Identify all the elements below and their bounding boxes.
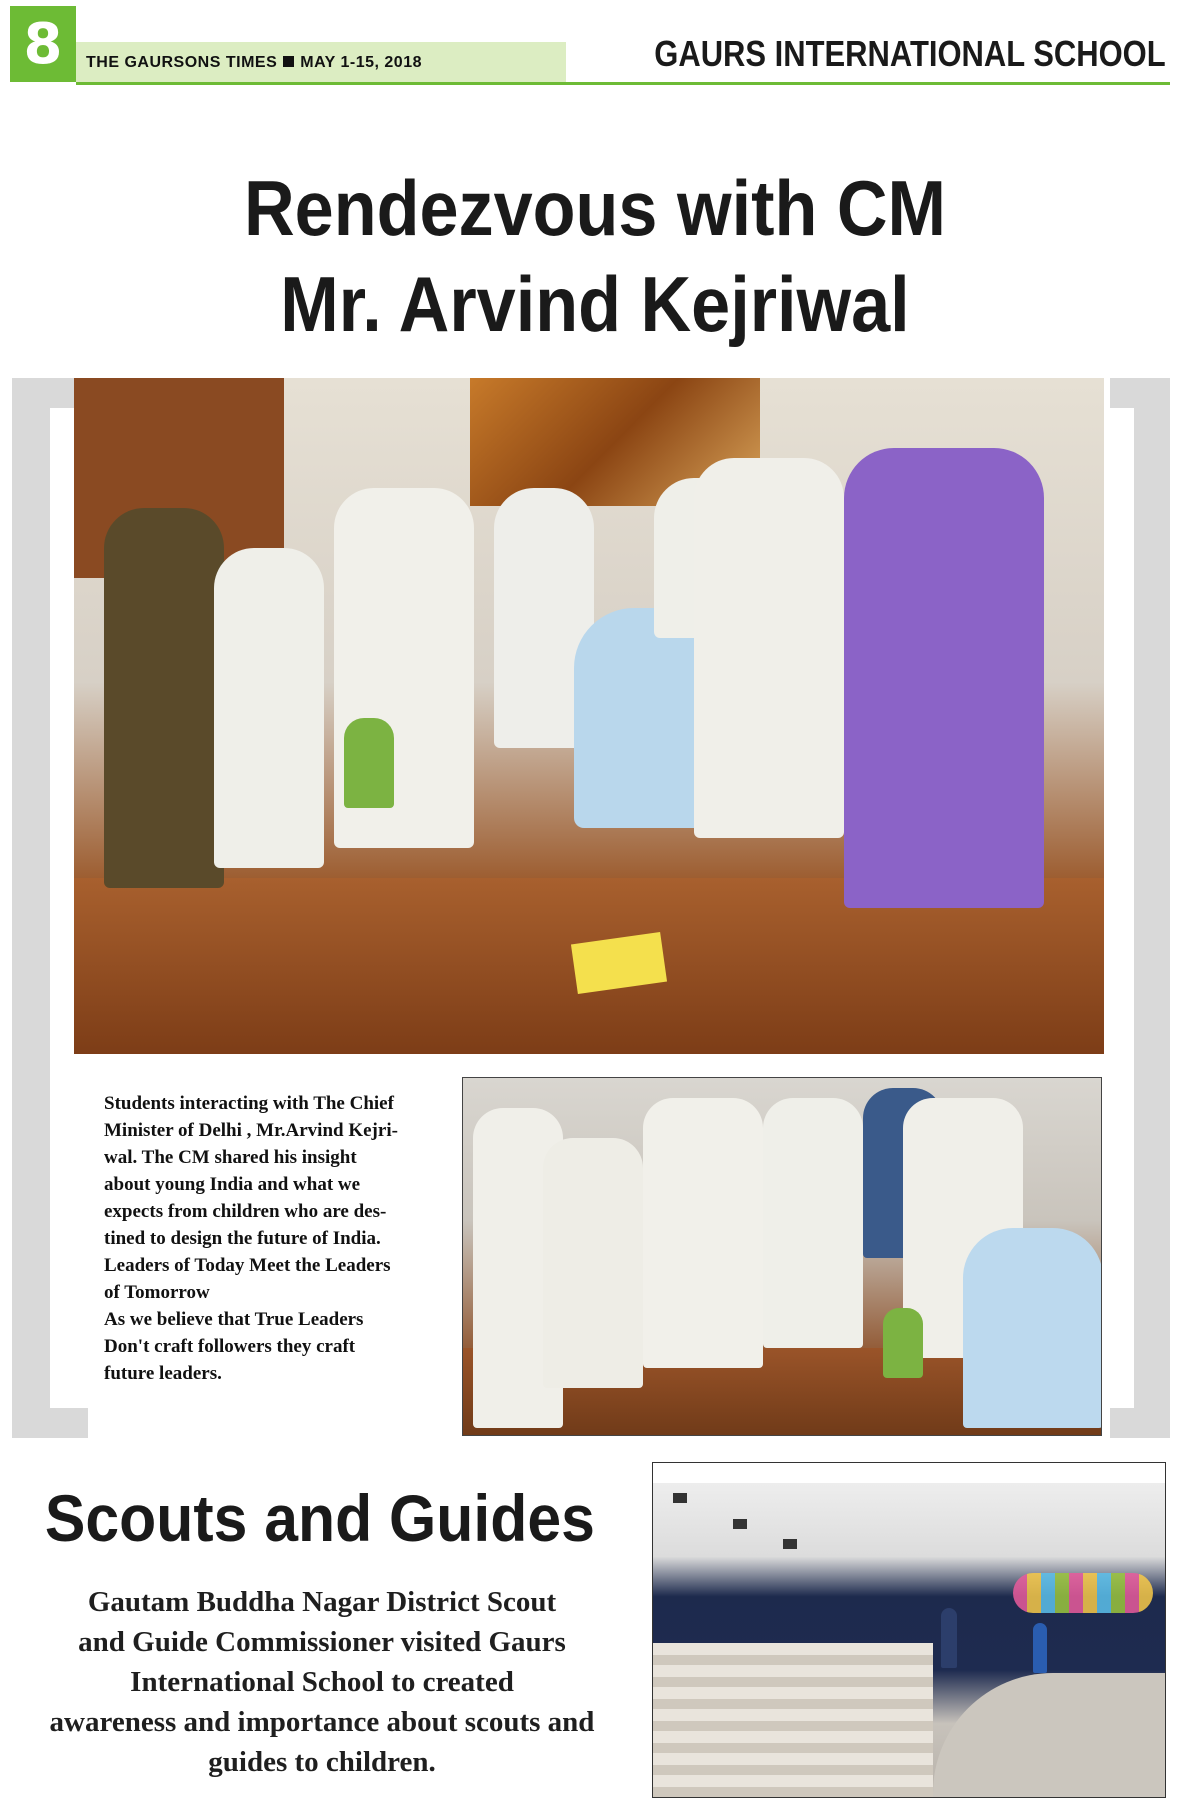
ceiling-light-icon [673, 1493, 687, 1503]
person-teacher-purple-shirt [844, 448, 1044, 908]
person-student [543, 1138, 643, 1388]
plant-gift [344, 718, 394, 808]
person-student [643, 1098, 763, 1368]
caption-line: future leaders. [104, 1363, 222, 1384]
body-line: Gautam Buddha Nagar District Scout [87, 1586, 557, 1618]
publication-name: THE GAURSONS TIMES [86, 54, 278, 71]
photo-scouts-assembly [652, 1462, 1166, 1798]
school-name: GAURS INTERNATIONAL SCHOOL [654, 33, 1166, 74]
body-line: and Guide Commissioner visited Gaurs [78, 1626, 566, 1658]
caption-line: Students interacting with The Chief [104, 1093, 394, 1114]
caption-line: expects from children who are des- [104, 1201, 387, 1222]
person-speaker [1033, 1623, 1047, 1673]
headline-line-1: Rendezvous with CM [243, 164, 947, 252]
square-bullet-icon [283, 56, 294, 67]
frame-right-inner [1110, 408, 1134, 1408]
ceiling-light-icon [733, 1519, 747, 1529]
masthead [86, 54, 422, 72]
issue-date: MAY 1-15, 2018 [300, 54, 422, 71]
stage [933, 1673, 1166, 1798]
ceiling [653, 1463, 1166, 1483]
body-line: awareness and importance about scouts and [49, 1706, 595, 1738]
photo-caption [104, 1090, 444, 1387]
body-line: guides to children. [208, 1746, 436, 1778]
person-commissioner [941, 1608, 957, 1668]
person-teacher [104, 508, 224, 888]
caption-line: Minister of Delhi , Mr.Arvind Kejri- [104, 1120, 398, 1141]
caption-line: tined to design the future of India. [104, 1228, 381, 1249]
caption-line: about young India and what we [104, 1174, 361, 1195]
frame-left-inner [50, 408, 74, 1408]
caption-line: Don't craft followers they craft [104, 1336, 356, 1357]
seated-students [653, 1643, 933, 1798]
section-title-text: Scouts and Guides [45, 1481, 595, 1555]
caption-line: As we believe that True Leaders [104, 1309, 364, 1330]
plant-gift [883, 1308, 923, 1378]
caption-line: wal. The CM shared his insight [104, 1147, 357, 1168]
ceiling-light-icon [783, 1539, 797, 1549]
person-chief-minister [963, 1228, 1102, 1428]
caption-line: Leaders of Today Meet the Leaders [104, 1255, 391, 1276]
article-headline [0, 160, 1190, 352]
body-line: International School to created [130, 1666, 514, 1698]
section-body [4, 1582, 640, 1782]
headline-line-2: Mr. Arvind Kejriwal [280, 260, 910, 348]
photo-students-with-cm [74, 378, 1104, 1054]
section-title [20, 1480, 620, 1556]
person-student [763, 1098, 863, 1348]
photo-students-at-desk [462, 1077, 1102, 1436]
header-rule [76, 82, 1170, 85]
person-student [694, 458, 844, 838]
frame-left-foot [12, 1408, 88, 1438]
person-student [214, 548, 324, 868]
page-number: 8 [10, 6, 76, 82]
caption-line: of Tomorrow [104, 1282, 210, 1303]
decorative-circles [1013, 1573, 1153, 1613]
